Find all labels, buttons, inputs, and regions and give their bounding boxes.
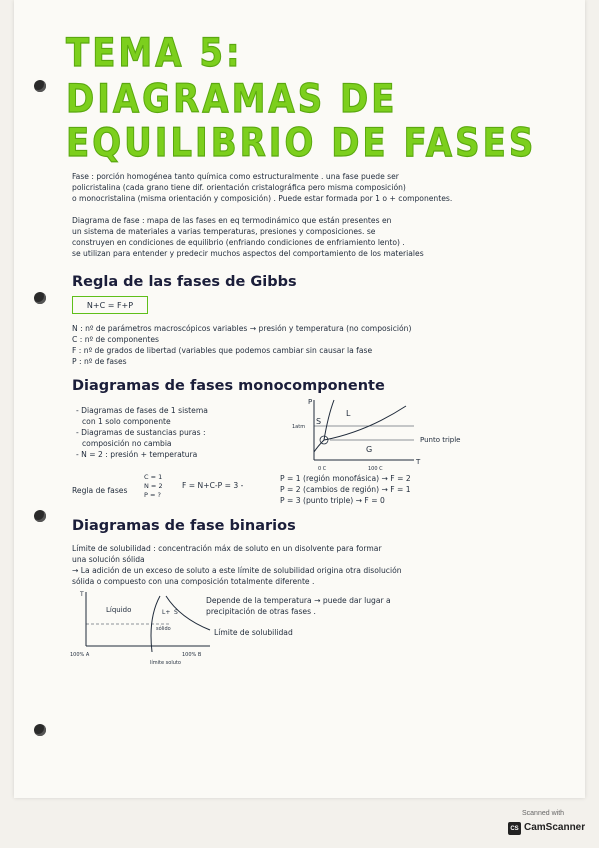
gibbs-c-def: C : nº de componentes — [72, 335, 159, 344]
scanned-with-text: Scanned with — [522, 810, 565, 817]
p3-case: P = 3 (punto triple) → F = 0 — [280, 496, 385, 505]
t-axis-label: T — [416, 458, 421, 466]
solid-region-label: S — [316, 417, 322, 426]
mono-bullet-2: - Diagramas de sustancias puras : — [76, 428, 206, 437]
section-heading-mono-text: Diagramas de fases monocomponente — [72, 378, 385, 394]
limite-def-3: → La adición de un exceso de soluto a este límite de solubilidad origina otra disolución — [72, 566, 402, 575]
fase-definition-2: policristalina (cada grano tiene dif. orientación cristalográfica pero misma composición) — [72, 183, 406, 192]
gibbs-formula-box — [72, 296, 148, 314]
regla-label: Regla de fases — [72, 486, 128, 495]
mono-bullet-1b: con 1 solo componente — [82, 417, 171, 426]
c-value: C = 1 — [144, 473, 163, 481]
p-axis-label: P — [308, 398, 313, 406]
fase-definition-1: Fase : porción homogénea tanto química como estructuralmente . una fase puede ser — [72, 172, 399, 181]
camscanner-logo-icon: CS — [508, 822, 521, 835]
limite-solubilidad-label: Límite de solubilidad — [214, 628, 293, 637]
s-region-label: S — [174, 609, 178, 616]
binary-phase-diagram — [70, 588, 220, 668]
pct-100-b-label: 100% B — [182, 652, 202, 658]
p-value: P = ? — [144, 491, 161, 499]
depende-1: Depende de la temperatura → puede dar lugar a — [206, 596, 391, 605]
section-heading-mono — [72, 378, 385, 394]
p1-case: P = 1 (región monofásica) → F = 2 — [280, 474, 411, 483]
gibbs-n-def: N : nº de parámetros macroscópicos variables → presión y temperatura (no composición) — [72, 324, 412, 333]
page-title-line-3: EQUILIBRIO DE FASES — [66, 120, 537, 167]
page-title-line-2: DIAGRAMAS DE — [66, 76, 398, 123]
binder-hole-4 — [34, 724, 46, 736]
gibbs-formula: N+C = F+P — [86, 300, 134, 310]
solid-liquid-line — [324, 400, 334, 440]
diagrama-definition-1: Diagrama de fase : mapa de las fases en eq termodinámico que están presentes en — [72, 216, 392, 225]
camscanner-text: CamScanner — [524, 822, 586, 833]
fase-definition-3: o monocristalina (misma orientación y composición) . Puede estar formada por 1 o + componentes. — [72, 194, 453, 203]
n-value: N = 2 — [144, 482, 163, 490]
ls-region-label: L+ — [162, 609, 171, 616]
gibbs-f-def: F : nº de grados de libertad (variables que podemos cambiar sin causar la fase — [72, 346, 373, 355]
hundred-c-label: 100 C — [368, 466, 383, 472]
liquid-region-label: L — [346, 409, 351, 418]
diagrama-definition-3: construyen en condiciones de equilibrio (enfriando condiciones de enfriamiento lento) . — [72, 238, 405, 247]
section-heading-binary — [72, 518, 296, 534]
solid-gas-line — [314, 440, 324, 452]
triple-point-label: Punto triple — [420, 436, 461, 444]
limite-def-4: sólida o compuesto con una composición totalmente diferente . — [72, 577, 315, 586]
limite-point-label: límite soluto — [150, 660, 181, 666]
depende-2: precipitación de otras fases . — [206, 607, 316, 616]
camscanner-watermark — [508, 810, 588, 842]
binder-hole-1 — [34, 80, 46, 92]
section-heading-binary-text: Diagramas de fase binarios — [72, 518, 296, 534]
section-heading-gibbs-text: Regla de las fases de Gibbs — [72, 274, 297, 290]
page-title-line-1: TEMA 5: — [66, 30, 243, 77]
solido-label: sólido — [156, 626, 171, 632]
p2-case: P = 2 (cambios de región) → F = 1 — [280, 485, 411, 494]
diagrama-definition-2: un sistema de materiales a varias temperaturas, presiones y composiciones. se — [72, 227, 376, 236]
mono-bullet-2b: composición no cambia — [82, 439, 172, 448]
diagrama-definition-4: se utilizan para entender y predecir muchos aspectos del comportamiento de los materiales — [72, 249, 424, 258]
one-atm-label: 1atm — [292, 424, 306, 430]
liquid-gas-line — [324, 406, 406, 440]
mono-bullet-3: - N = 2 : presión + temperatura — [76, 450, 198, 459]
mono-phase-diagram — [286, 396, 486, 472]
binder-hole-2 — [34, 292, 46, 304]
section-heading-gibbs — [72, 274, 297, 290]
liquidus-curve — [166, 596, 210, 630]
limite-def-1: Límite de solubilidad : concentración máx de soluto en un disolvente para formar — [72, 544, 382, 553]
mono-bullet-1: - Diagramas de fases de 1 sistema — [76, 406, 208, 415]
liquido-label: Líquido — [106, 606, 132, 614]
t-axis-label: T — [80, 591, 84, 598]
zero-c-label: 0 C — [318, 466, 327, 472]
pct-100-a-label: 100% A — [70, 652, 90, 658]
limite-def-2: una solución sólida — [72, 555, 145, 564]
gas-region-label: G — [366, 445, 373, 454]
gibbs-p-def: P : nº de fases — [72, 357, 127, 366]
f-equation: F = N+C-P = 3 - — [182, 481, 244, 490]
binder-hole-3 — [34, 510, 46, 522]
